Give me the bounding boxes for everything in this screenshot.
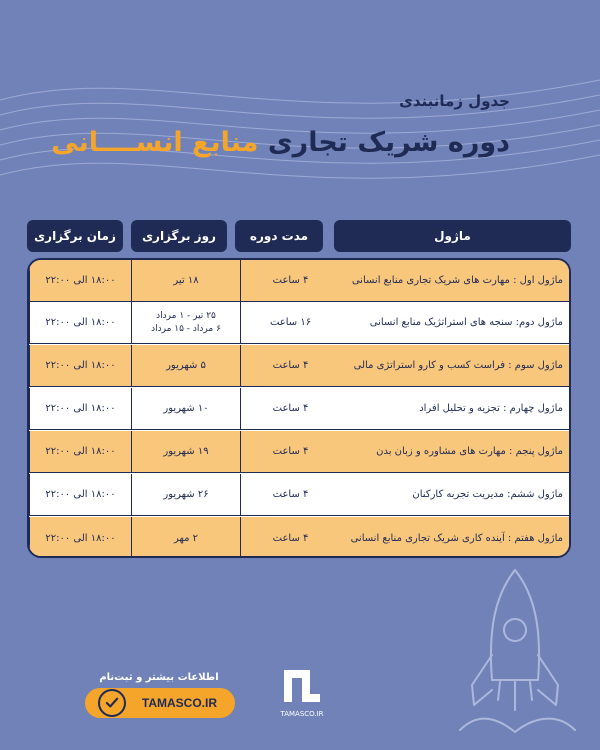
module-cell: ماژول اول : مهارت های شریک تجاری منابع انسانی (351, 275, 563, 286)
website-link[interactable]: TAMASCO.IR (85, 688, 235, 718)
header-duration: مدت دوره (235, 220, 323, 252)
header-time: زمان برگزاری (27, 220, 123, 252)
table-row (29, 345, 571, 387)
page-title (51, 127, 510, 158)
header-module: ماژول (334, 220, 571, 252)
time-cell: ۱۸:۰۰ الی ۲۲:۰۰ (29, 388, 131, 429)
duration-cell: ۴ ساعت (240, 474, 340, 515)
duration-cell: ۱۶ ساعت (240, 302, 340, 343)
day-line-2: ۶ مرداد - ۱۵ مرداد (151, 323, 221, 334)
time-cell: ۱۸:۰۰ الی ۲۲:۰۰ (29, 260, 131, 301)
rocket-icon (440, 560, 590, 750)
subtitle: جدول زمانبندی (399, 92, 510, 110)
title-part-1: دوره شریک تجاری (267, 127, 510, 158)
duration-cell: ۴ ساعت (240, 431, 340, 472)
table-row (29, 302, 571, 344)
table-row (29, 388, 571, 430)
table-row (29, 474, 571, 516)
module-cell: ماژول چهارم : تجزیه و تحلیل افراد (419, 403, 563, 414)
table-header (27, 220, 571, 252)
title-part-2: منابع انســــانی (51, 127, 259, 158)
time-cell: ۱۸:۰۰ الی ۲۲:۰۰ (29, 302, 131, 343)
day-cell: ۲ مهر (131, 517, 240, 558)
duration-cell: ۴ ساعت (240, 388, 340, 429)
day-cell: ۱۹ شهریور (131, 431, 240, 472)
schedule-table (27, 258, 571, 558)
table-row (29, 431, 571, 473)
table-row (29, 517, 571, 558)
header-day: روز برگزاری (131, 220, 227, 252)
module-cell: ماژول سوم : فراست کسب و کارو استراتژی مالی (353, 360, 563, 371)
duration-cell: ۴ ساعت (240, 517, 340, 558)
table-row (29, 260, 571, 302)
check-circle-icon (98, 689, 126, 717)
time-cell: ۱۸:۰۰ الی ۲۲:۰۰ (29, 345, 131, 386)
time-cell: ۱۸:۰۰ الی ۲۲:۰۰ (29, 431, 131, 472)
more-info-label: اطلاعات بیشتر و ثبت‌نام (99, 672, 219, 683)
day-cell: ۱۰ شهریور (131, 388, 240, 429)
time-cell: ۱۸:۰۰ الی ۲۲:۰۰ (29, 517, 131, 558)
logo-text: TAMASCO.IR (280, 710, 324, 718)
day-line-1: ۲۵ تیر - ۱ مرداد (156, 311, 216, 322)
module-cell: ماژول ششم: مدیریت تجربه کارکنان (412, 489, 563, 500)
module-cell: ماژول پنجم : مهارت های مشاوره و زبان بدن (376, 446, 563, 457)
module-cell: ماژول دوم: سنجه های استراتژیک منابع انسانی (369, 317, 563, 328)
time-cell: ۱۸:۰۰ الی ۲۲:۰۰ (29, 474, 131, 515)
module-cell: ماژول هفتم : آینده کاری شریک تجاری منابع انسانی (350, 533, 563, 544)
day-cell (131, 302, 240, 343)
duration-cell: ۴ ساعت (240, 260, 340, 301)
day-cell: ۱۸ تیر (131, 260, 240, 301)
duration-cell: ۴ ساعت (240, 345, 340, 386)
day-cell: ۲۶ شهریور (131, 474, 240, 515)
day-cell: ۵ شهریور (131, 345, 240, 386)
